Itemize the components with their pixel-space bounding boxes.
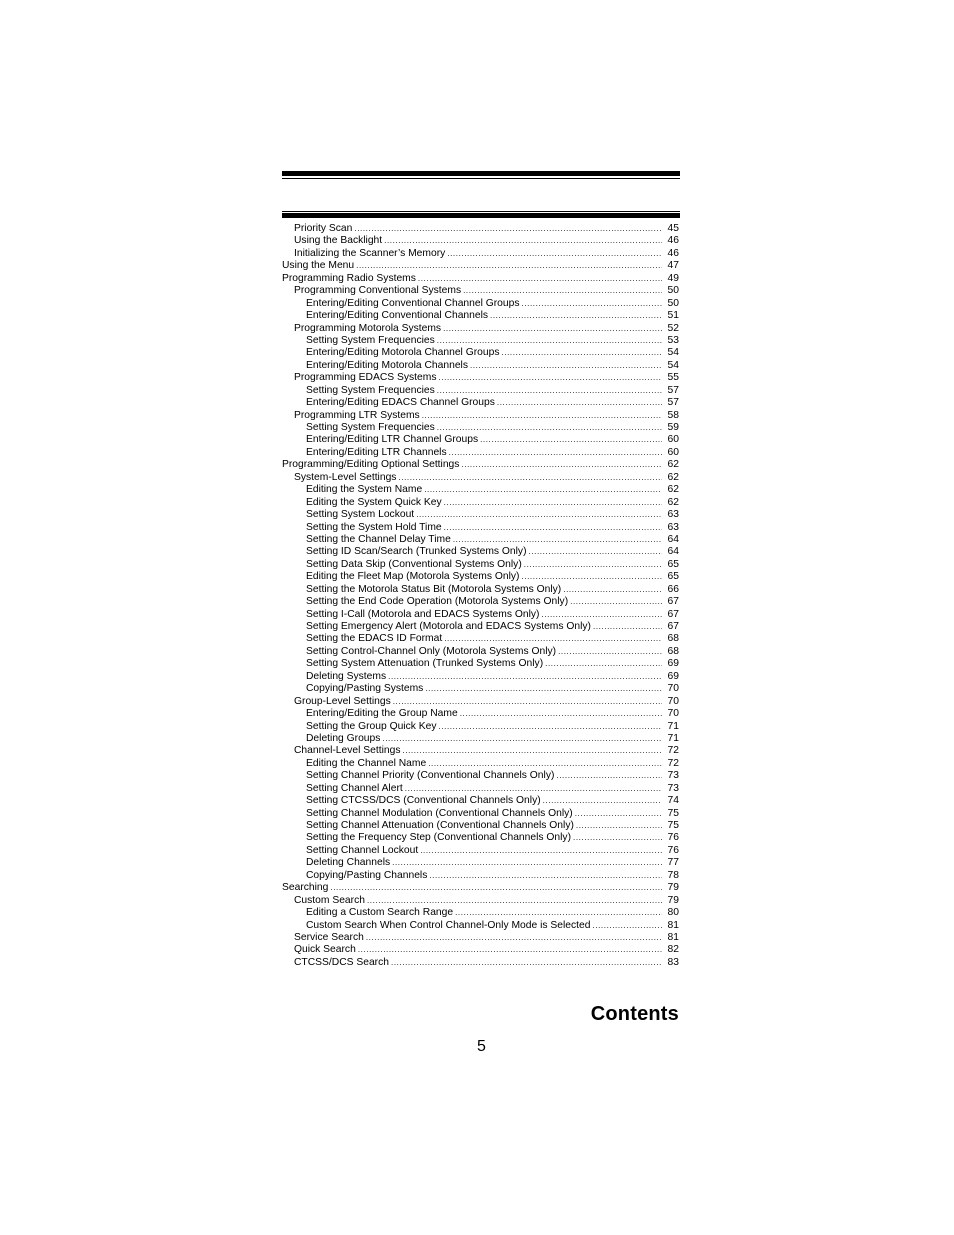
toc-dot-leader: [429, 870, 662, 882]
toc-entry[interactable]: [282, 335, 679, 347]
toc-dot-leader: [398, 472, 662, 484]
toc-dot-leader: [402, 745, 662, 757]
toc-dot-leader: [573, 832, 662, 844]
toc-entry-title: Entering/Editing LTR Channels: [306, 446, 447, 458]
toc-entry[interactable]: [282, 845, 679, 857]
toc-entry-page: 45: [667, 223, 679, 234]
toc-entry[interactable]: [282, 285, 679, 297]
toc-entry[interactable]: [282, 609, 679, 621]
toc-entry[interactable]: [282, 745, 679, 757]
toc-entry-title: Setting System Frequencies: [306, 384, 435, 396]
toc-entry[interactable]: [282, 795, 679, 807]
toc-entry[interactable]: [282, 758, 679, 770]
toc-entry[interactable]: [282, 808, 679, 820]
toc-entry-page: 57: [667, 384, 679, 396]
toc-entry[interactable]: [282, 584, 679, 596]
toc-entry-page: 54: [667, 347, 679, 359]
toc-dot-leader: [356, 260, 662, 272]
toc-entry-page: 81: [667, 931, 679, 943]
toc-entry[interactable]: [282, 895, 679, 907]
toc-entry-page: 71: [667, 720, 679, 732]
toc-dot-leader: [425, 683, 662, 695]
toc-dot-leader: [424, 484, 662, 496]
toc-dot-leader: [521, 571, 662, 583]
toc-dot-leader: [556, 770, 662, 782]
toc-entry-title: Entering/Editing the Group Name: [306, 708, 458, 720]
toc-dot-leader: [501, 347, 662, 359]
toc-entry[interactable]: [282, 310, 679, 322]
toc-entry-page: 64: [667, 533, 679, 545]
toc-entry-title: Setting System Frequencies: [306, 334, 435, 346]
toc-entry-page: 72: [667, 745, 679, 757]
toc-dot-leader: [393, 696, 662, 708]
toc-entry-title: Service Search: [294, 931, 364, 943]
toc-dot-leader: [422, 410, 662, 422]
toc-dot-leader: [382, 733, 662, 745]
toc-entry-page: 73: [667, 782, 679, 794]
toc-dot-leader: [575, 808, 662, 820]
toc-dot-leader: [455, 907, 662, 919]
toc-entry-page: 70: [667, 708, 679, 720]
toc-dot-leader: [570, 596, 662, 608]
toc-entry[interactable]: [282, 920, 679, 932]
toc-dot-leader: [558, 646, 662, 658]
toc-entry-title: Setting Channel Lockout: [306, 844, 419, 856]
toc-entry[interactable]: [282, 621, 679, 633]
toc-dot-leader: [444, 497, 662, 509]
toc-entry-page: 75: [667, 820, 679, 831]
toc-entry[interactable]: [282, 459, 679, 471]
toc-dot-leader: [330, 882, 662, 894]
toc-dot-leader: [437, 422, 662, 434]
toc-entry[interactable]: [282, 509, 679, 521]
toc-entry-title: Setting the Channel Delay Time: [306, 533, 451, 545]
toc-entry-page: 69: [667, 670, 679, 682]
toc-entry[interactable]: [282, 658, 679, 670]
toc-dot-leader: [392, 857, 662, 869]
toc-dot-leader: [418, 273, 662, 285]
toc-entry-title: Deleting Groups: [306, 732, 381, 744]
toc-entry-title: Setting I-Call (Motorola and EDACS Systems Only): [306, 608, 540, 620]
toc-entry-page: 71: [667, 732, 679, 744]
toc-entry[interactable]: [282, 522, 679, 534]
toc-rule-thick: [282, 213, 680, 218]
toc-entry-page: 55: [667, 372, 679, 384]
toc-dot-leader: [391, 957, 662, 969]
toc-entry-page: 49: [667, 272, 679, 284]
toc-entry[interactable]: [282, 832, 679, 844]
toc-entry-title: Entering/Editing Conventional Channels: [306, 310, 489, 322]
toc-dot-leader: [545, 658, 662, 670]
toc-entry-page: 78: [667, 869, 679, 881]
toc-entry[interactable]: [282, 820, 679, 832]
toc-entry[interactable]: [282, 571, 679, 583]
toc-entry-page: 73: [667, 770, 679, 782]
toc-entry-title: Setting ID Scan/Search (Trunked Systems Only): [306, 546, 527, 558]
toc-entry[interactable]: [282, 907, 679, 919]
toc-entry-page: 67: [667, 608, 679, 620]
toc-entry-title: Setting Control-Channel Only (Motorola Systems Only): [306, 645, 557, 657]
toc-entry-page: 65: [667, 571, 679, 583]
toc-entry-title: Programming EDACS Systems: [294, 372, 437, 384]
toc-entry[interactable]: [282, 298, 679, 310]
toc-dot-leader: [460, 708, 662, 720]
toc-dot-leader: [490, 310, 662, 322]
toc-dot-leader: [366, 932, 662, 944]
toc-entry-page: 80: [667, 907, 679, 919]
toc-entry-title: Setting Channel Modulation (Conventional Channels Only): [306, 807, 573, 819]
toc-entry-page: 75: [667, 807, 679, 819]
toc-entry[interactable]: [282, 273, 679, 285]
toc-entry-page: 76: [667, 832, 679, 844]
toc-dot-leader: [388, 671, 662, 683]
toc-entry-title: Searching: [282, 882, 329, 894]
toc-entry[interactable]: [282, 472, 679, 484]
toc-entry-page: 58: [667, 409, 679, 421]
toc-dot-leader: [563, 584, 662, 596]
toc-dot-leader: [524, 559, 662, 571]
toc-dot-leader: [354, 223, 662, 235]
toc-entry-title: Setting the System Hold Time: [306, 521, 442, 533]
toc-dot-leader: [437, 335, 662, 347]
toc-dot-leader: [592, 920, 662, 932]
toc-entry[interactable]: [282, 696, 679, 708]
toc-entry-title: Entering/Editing Motorola Channel Groups: [306, 347, 500, 359]
toc-entry-title: Setting Channel Priority (Conventional Channels Only): [306, 770, 555, 782]
toc-entry[interactable]: [282, 646, 679, 658]
toc-entry[interactable]: [282, 683, 679, 695]
toc-entry-title: Setting Data Skip (Conventional Systems Only): [306, 558, 522, 570]
toc-entry-title: Entering/Editing Motorola Channels: [306, 359, 468, 371]
toc-entry[interactable]: [282, 944, 679, 956]
toc-entry-page: 59: [667, 422, 679, 433]
toc-entry-page: 57: [667, 397, 679, 409]
toc-dot-leader: [420, 845, 662, 857]
toc-dot-leader: [453, 534, 662, 546]
toc-entry-page: 82: [667, 944, 679, 956]
toc-entry-page: 67: [667, 621, 679, 632]
toc-entry[interactable]: [282, 870, 679, 882]
toc-dot-leader: [416, 509, 662, 521]
toc-entry[interactable]: [282, 323, 679, 335]
toc-entry-page: 66: [667, 583, 679, 595]
page-number: 5: [477, 1038, 486, 1055]
toc-entry[interactable]: [282, 882, 679, 894]
toc-entry-page: 62: [667, 484, 679, 496]
toc-entry-title: Editing the System Quick Key: [306, 496, 442, 508]
toc-dot-leader: [447, 248, 662, 260]
toc-entry[interactable]: [282, 260, 679, 272]
toc-entry-title: Editing a Custom Search Range: [306, 907, 454, 919]
toc-entry-title: Setting System Attenuation (Trunked Systems Only): [306, 658, 544, 670]
toc-entry[interactable]: [282, 957, 679, 969]
toc-dot-leader: [576, 820, 662, 832]
toc-entry-page: 70: [667, 683, 679, 695]
toc-entry-page: 53: [667, 334, 679, 346]
page-title: Contents: [590, 1003, 679, 1025]
toc-entry[interactable]: [282, 372, 679, 384]
toc-entry-page: 67: [667, 596, 679, 608]
toc-entry-page: 63: [667, 521, 679, 533]
table-of-contents: [282, 223, 679, 969]
toc-entry[interactable]: [282, 410, 679, 422]
toc-entry-page: 60: [667, 434, 679, 446]
toc-entry-title: Custom Search When Control Channel-Only Mode is Selected: [306, 919, 591, 931]
toc-dot-leader: [438, 372, 662, 384]
toc-entry-title: Copying/Pasting Channels: [306, 869, 428, 881]
toc-entry[interactable]: [282, 546, 679, 558]
toc-entry-title: Editing the Fleet Map (Motorola Systems Only): [306, 571, 520, 583]
toc-entry[interactable]: [282, 397, 679, 409]
toc-entry-title: Custom Search: [294, 894, 365, 906]
toc-entry-title: Setting the Group Quick Key: [306, 720, 437, 732]
toc-dot-leader: [428, 758, 662, 770]
toc-dot-leader: [439, 721, 663, 733]
toc-entry-page: 54: [667, 359, 679, 371]
toc-entry[interactable]: [282, 671, 679, 683]
toc-entry-title: System-Level Settings: [294, 471, 397, 483]
toc-entry[interactable]: [282, 484, 679, 496]
toc-dot-leader: [444, 633, 662, 645]
toc-dot-leader: [443, 323, 662, 335]
toc-entry-page: 46: [667, 247, 679, 259]
toc-entry-title: Deleting Channels: [306, 857, 391, 869]
toc-entry-page: 62: [667, 496, 679, 508]
toc-entry-page: 69: [667, 658, 679, 670]
toc-entry-title: Editing the System Name: [306, 484, 423, 496]
toc-entry-page: 52: [667, 322, 679, 334]
toc-dot-leader: [405, 783, 662, 795]
toc-dot-leader: [367, 895, 662, 907]
toc-entry-title: Channel-Level Settings: [294, 745, 401, 757]
toc-entry-title: Using the Menu: [282, 260, 355, 272]
toc-entry-title: Initializing the Scanner’s Memory: [294, 247, 446, 259]
toc-dot-leader: [437, 385, 662, 397]
toc-entry-page: 62: [667, 471, 679, 483]
toc-entry-title: Setting Channel Alert: [306, 782, 403, 794]
toc-entry-page: 46: [667, 235, 679, 247]
toc-entry-title: Priority Scan: [294, 223, 353, 234]
toc-dot-leader: [529, 546, 662, 558]
toc-entry[interactable]: [282, 447, 679, 459]
toc-entry-title: Setting Emergency Alert (Motorola and EDACS Systems Only): [306, 621, 591, 632]
toc-dot-leader: [470, 360, 662, 372]
toc-entry-title: Programming Motorola Systems: [294, 322, 442, 334]
toc-dot-leader: [358, 944, 662, 956]
toc-entry[interactable]: [282, 857, 679, 869]
toc-dot-leader: [522, 298, 662, 310]
toc-entry-page: 81: [667, 919, 679, 931]
toc-entry[interactable]: [282, 932, 679, 944]
toc-entry-page: 68: [667, 645, 679, 657]
toc-entry-page: 51: [667, 310, 679, 322]
toc-rule-thin: [282, 211, 680, 212]
toc-entry-title: Setting System Lockout: [306, 509, 415, 521]
toc-entry-title: Copying/Pasting Systems: [306, 683, 424, 695]
toc-entry-page: 50: [667, 297, 679, 309]
toc-dot-leader: [541, 609, 662, 621]
toc-entry-page: 64: [667, 546, 679, 558]
toc-entry-title: Setting the Motorola Status Bit (Motorola Systems Only): [306, 583, 562, 595]
top-rule-thin: [282, 178, 680, 179]
toc-entry-page: 74: [667, 795, 679, 807]
toc-entry[interactable]: [282, 223, 679, 235]
toc-entry[interactable]: [282, 721, 679, 733]
toc-dot-leader: [480, 434, 662, 446]
toc-entry-title: Setting Channel Attenuation (Conventional Channels Only): [306, 820, 574, 831]
toc-entry[interactable]: [282, 596, 679, 608]
toc-entry[interactable]: [282, 633, 679, 645]
toc-entry-page: 77: [667, 857, 679, 869]
toc-entry[interactable]: [282, 360, 679, 372]
toc-entry[interactable]: [282, 783, 679, 795]
toc-dot-leader: [497, 397, 662, 409]
toc-entry-page: 62: [667, 459, 679, 471]
toc-dot-leader: [384, 235, 662, 247]
toc-dot-leader: [543, 795, 662, 807]
toc-entry-title: Programming LTR Systems: [294, 409, 420, 421]
toc-entry-page: 60: [667, 446, 679, 458]
toc-entry[interactable]: [282, 497, 679, 509]
toc-entry-title: CTCSS/DCS Search: [294, 956, 389, 968]
toc-entry-page: 79: [667, 882, 679, 894]
toc-entry-title: Setting the EDACS ID Format: [306, 633, 443, 645]
toc-entry[interactable]: [282, 434, 679, 446]
toc-dot-leader: [444, 522, 662, 534]
toc-entry-page: 65: [667, 558, 679, 570]
toc-entry[interactable]: [282, 248, 679, 260]
toc-entry-title: Setting CTCSS/DCS (Conventional Channels Only): [306, 795, 541, 807]
toc-entry-title: Programming/Editing Optional Settings: [282, 459, 460, 471]
toc-entry[interactable]: [282, 708, 679, 720]
toc-entry-title: Group-Level Settings: [294, 695, 391, 707]
top-rule-thick: [282, 171, 680, 176]
toc-entry-page: 72: [667, 757, 679, 769]
toc-entry[interactable]: [282, 422, 679, 434]
toc-entry-title: Entering/Editing EDACS Channel Groups: [306, 397, 495, 409]
toc-entry-page: 79: [667, 894, 679, 906]
toc-entry-page: 76: [667, 844, 679, 856]
toc-entry-page: 68: [667, 633, 679, 645]
toc-entry-title: Setting the Frequency Step (Conventional Channels Only): [306, 832, 572, 844]
toc-dot-leader: [593, 621, 662, 633]
toc-entry[interactable]: [282, 347, 679, 359]
toc-entry[interactable]: [282, 733, 679, 745]
toc-entry-title: Quick Search: [294, 944, 356, 956]
toc-dot-leader: [449, 447, 662, 459]
toc-entry-title: Programming Radio Systems: [282, 272, 416, 284]
toc-entry-page: 70: [667, 695, 679, 707]
toc-dot-leader: [463, 285, 662, 297]
toc-entry-page: 63: [667, 509, 679, 521]
toc-entry-title: Setting System Frequencies: [306, 422, 435, 433]
toc-entry-title: Entering/Editing LTR Channel Groups: [306, 434, 479, 446]
toc-entry[interactable]: [282, 534, 679, 546]
toc-entry-title: Entering/Editing Conventional Channel Groups: [306, 297, 520, 309]
toc-entry-page: 47: [667, 260, 679, 272]
toc-entry[interactable]: [282, 559, 679, 571]
toc-entry-title: Setting the End Code Operation (Motorola Systems Only): [306, 596, 569, 608]
toc-entry-page: 83: [667, 956, 679, 968]
toc-entry-title: Editing the Channel Name: [306, 757, 427, 769]
toc-entry-title: Deleting Systems: [306, 670, 387, 682]
toc-entry[interactable]: [282, 385, 679, 397]
toc-entry-title: Using the Backlight: [294, 235, 383, 247]
toc-dot-leader: [461, 459, 662, 471]
toc-entry-page: 50: [667, 285, 679, 297]
toc-entry-title: Programming Conventional Systems: [294, 285, 462, 297]
toc-entry[interactable]: [282, 235, 679, 247]
toc-entry[interactable]: [282, 770, 679, 782]
